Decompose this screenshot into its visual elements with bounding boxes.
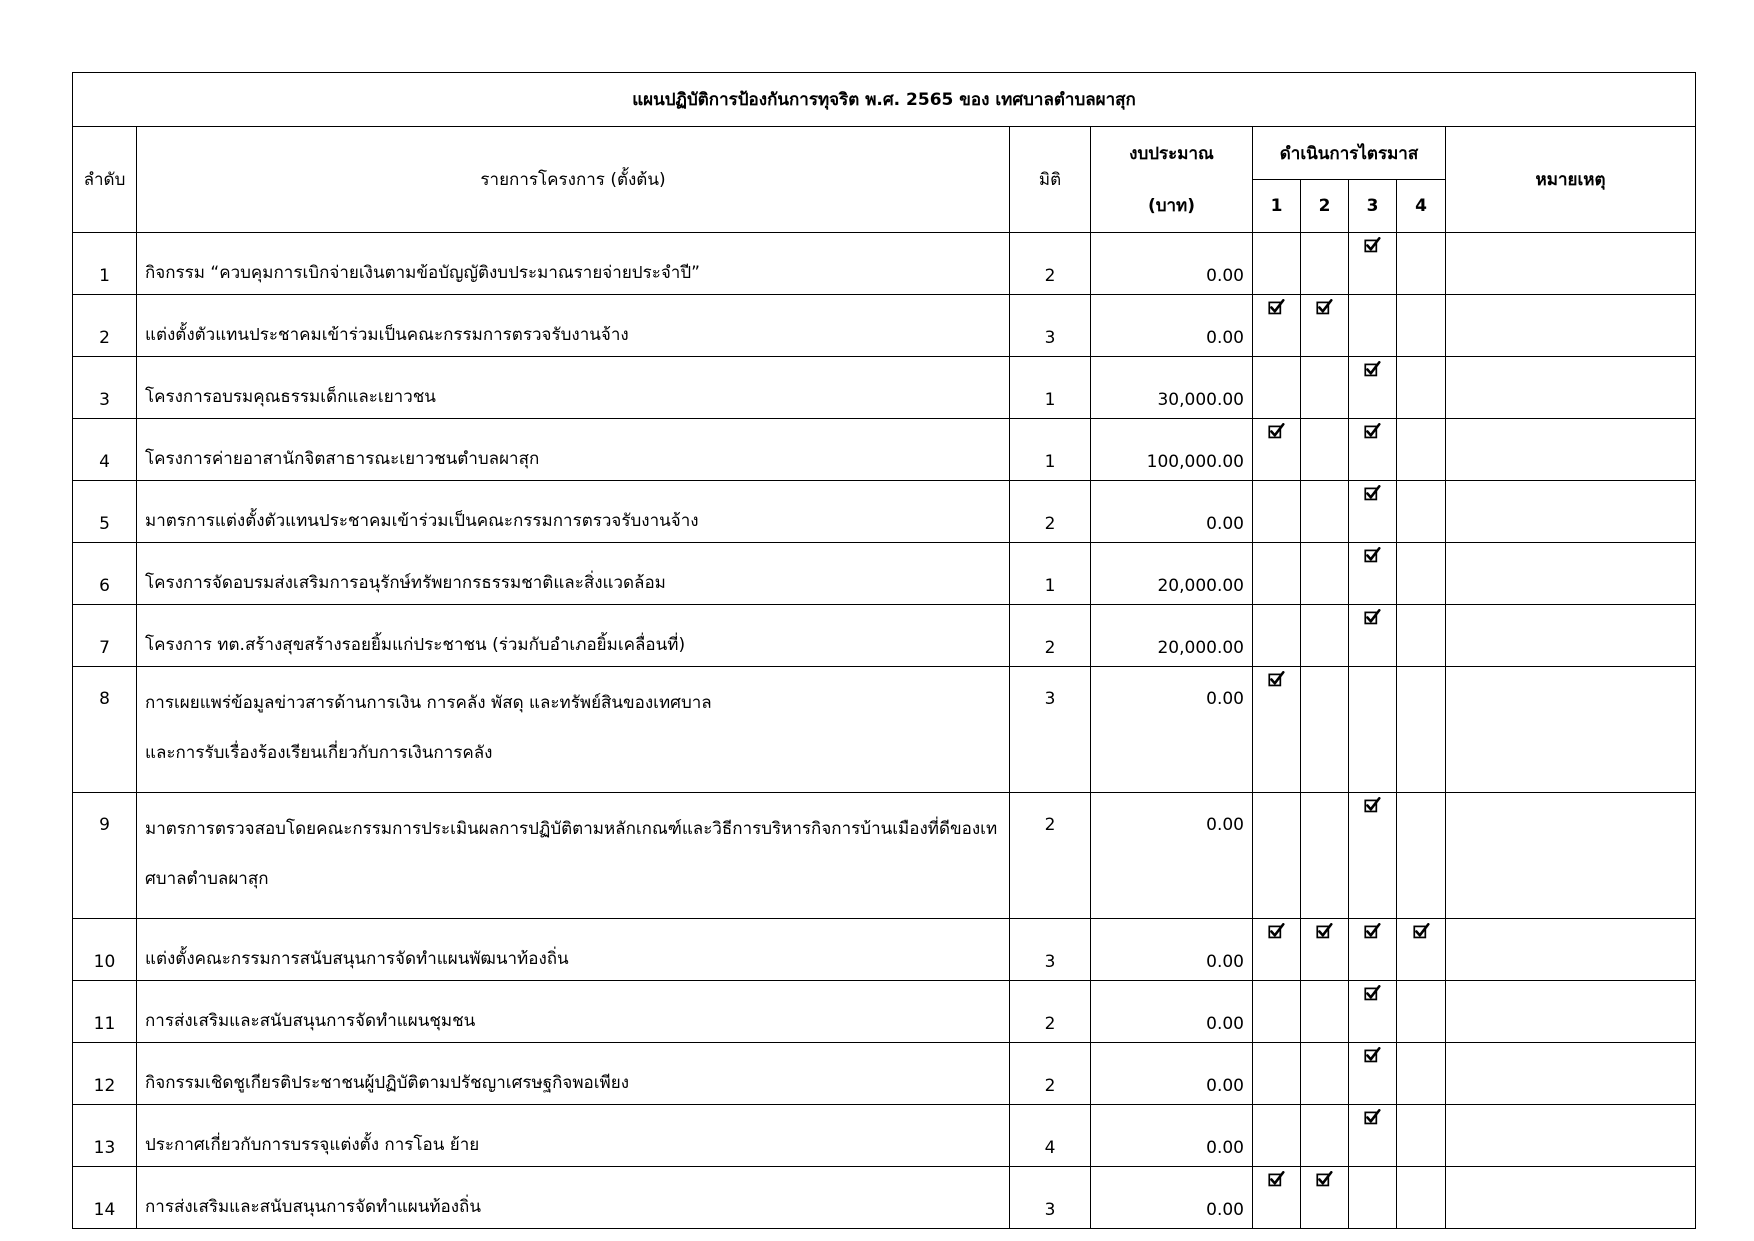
row-quarter-1: [1253, 543, 1301, 605]
header-budget-line1: งบประมาณ: [1129, 143, 1214, 164]
checkbox-checked-icon: [1364, 361, 1381, 378]
row-project: [137, 1105, 1010, 1167]
row-seq: 3: [73, 357, 137, 419]
row-remarks: [1446, 481, 1696, 543]
table-row: [73, 793, 1696, 919]
table-row: [73, 1167, 1696, 1229]
row-quarter-2: [1301, 1105, 1349, 1167]
row-remarks: [1446, 605, 1696, 667]
header-dimension: มิติ: [1010, 127, 1091, 233]
checkbox-checked-icon: [1268, 299, 1285, 316]
row-quarter-3: [1349, 919, 1397, 981]
row-dimension: 2: [1010, 481, 1091, 543]
row-dimension: 2: [1010, 793, 1091, 919]
row-project-line: การเผยแพร่ข้อมูลข่าวสารด้านการเงิน การคลัง พัสดุ และทรัพย์สินของเทศบาล: [145, 693, 712, 713]
table-row: [73, 233, 1696, 295]
row-remarks: [1446, 233, 1696, 295]
row-dimension: 2: [1010, 605, 1091, 667]
row-quarter-3: [1349, 419, 1397, 481]
row-project-line: การส่งเสริมและสนับสนุนการจัดทำแผนท้องถิ่น: [145, 1197, 481, 1217]
row-budget: 0.00: [1091, 1167, 1253, 1229]
row-project: [137, 481, 1010, 543]
row-seq: 6: [73, 543, 137, 605]
row-project: [137, 793, 1010, 919]
row-quarter-2: [1301, 419, 1349, 481]
header-quarters: ดำเนินการไตรมาส: [1253, 127, 1446, 180]
checkbox-checked-icon: [1364, 609, 1381, 626]
row-quarter-1: [1253, 419, 1301, 481]
table-row: [73, 419, 1696, 481]
row-quarter-1: [1253, 1105, 1301, 1167]
row-project-line: กิจกรรมเชิดชูเกียรติประชาชนผู้ปฏิบัติตามปรัชญาเศรษฐกิจพอเพียง: [145, 1073, 630, 1093]
row-quarter-1: [1253, 1167, 1301, 1229]
row-quarter-1: [1253, 295, 1301, 357]
row-remarks: [1446, 793, 1696, 919]
row-dimension: 4: [1010, 1105, 1091, 1167]
row-budget: 0.00: [1091, 919, 1253, 981]
row-quarter-2: [1301, 295, 1349, 357]
row-remarks: [1446, 981, 1696, 1043]
checkbox-checked-icon: [1364, 797, 1381, 814]
row-seq: 12: [73, 1043, 137, 1105]
row-quarter-3: [1349, 543, 1397, 605]
row-remarks: [1446, 1043, 1696, 1105]
row-dimension: 3: [1010, 919, 1091, 981]
row-budget: 20,000.00: [1091, 543, 1253, 605]
row-seq: 10: [73, 919, 137, 981]
checkbox-checked-icon: [1364, 1109, 1381, 1126]
row-dimension: 3: [1010, 1167, 1091, 1229]
row-project-line: ศบาลตำบลผาสุก: [145, 869, 269, 889]
table-row: [73, 667, 1696, 793]
anti-corruption-plan-table: [72, 72, 1696, 1229]
checkbox-checked-icon: [1364, 547, 1381, 564]
row-seq: 5: [73, 481, 137, 543]
row-quarter-3: [1349, 481, 1397, 543]
row-quarter-4: [1397, 1167, 1446, 1229]
row-quarter-4: [1397, 793, 1446, 919]
row-quarter-2: [1301, 667, 1349, 793]
row-quarter-4: [1397, 981, 1446, 1043]
row-dimension: 3: [1010, 667, 1091, 793]
row-quarter-3: [1349, 981, 1397, 1043]
row-quarter-4: [1397, 295, 1446, 357]
table-row: [73, 357, 1696, 419]
table-row: [73, 919, 1696, 981]
row-project-line: แต่งตั้งตัวแทนประชาคมเข้าร่วมเป็นคณะกรรมการตรวจรับงานจ้าง: [145, 325, 629, 345]
row-quarter-2: [1301, 357, 1349, 419]
row-seq: 8: [73, 667, 137, 793]
header-seq: ลำดับ: [73, 127, 137, 233]
row-seq: 11: [73, 981, 137, 1043]
row-budget: 0.00: [1091, 233, 1253, 295]
row-quarter-1: [1253, 919, 1301, 981]
row-project-line: แต่งตั้งคณะกรรมการสนับสนุนการจัดทำแผนพัฒนาท้องถิ่น: [145, 949, 569, 969]
row-quarter-2: [1301, 233, 1349, 295]
row-quarter-1: [1253, 1043, 1301, 1105]
header-budget: [1091, 127, 1253, 233]
row-project: [137, 1167, 1010, 1229]
row-budget: 20,000.00: [1091, 605, 1253, 667]
row-quarter-3: [1349, 357, 1397, 419]
row-budget: 0.00: [1091, 1043, 1253, 1105]
row-remarks: [1446, 1167, 1696, 1229]
row-quarter-4: [1397, 233, 1446, 295]
row-quarter-2: [1301, 981, 1349, 1043]
row-budget: 0.00: [1091, 793, 1253, 919]
table-row: [73, 1043, 1696, 1105]
row-quarter-1: [1253, 981, 1301, 1043]
row-quarter-1: [1253, 793, 1301, 919]
row-quarter-4: [1397, 1043, 1446, 1105]
row-quarter-4: [1397, 543, 1446, 605]
row-budget: 0.00: [1091, 481, 1253, 543]
row-remarks: [1446, 543, 1696, 605]
checkbox-checked-icon: [1364, 485, 1381, 502]
row-project-line: ประกาศเกี่ยวกับการบรรจุแต่งตั้ง การโอน ย้าย: [145, 1135, 480, 1155]
row-dimension: 1: [1010, 357, 1091, 419]
row-project: [137, 295, 1010, 357]
row-quarter-4: [1397, 1105, 1446, 1167]
row-project-line: โครงการค่ายอาสานักจิตสาธารณะเยาวชนตำบลผาสุก: [145, 449, 540, 469]
row-remarks: [1446, 295, 1696, 357]
row-project-line: มาตรการแต่งตั้งตัวแทนประชาคมเข้าร่วมเป็นคณะกรรมการตรวจรับงานจ้าง: [145, 511, 699, 531]
checkbox-checked-icon: [1268, 671, 1285, 688]
row-dimension: 2: [1010, 233, 1091, 295]
row-seq: 13: [73, 1105, 137, 1167]
row-project: [137, 667, 1010, 793]
row-dimension: 3: [1010, 295, 1091, 357]
row-quarter-4: [1397, 605, 1446, 667]
row-quarter-4: [1397, 919, 1446, 981]
row-quarter-1: [1253, 667, 1301, 793]
row-project: [137, 919, 1010, 981]
table-row: [73, 543, 1696, 605]
checkbox-checked-icon: [1364, 423, 1381, 440]
header-q3: 3: [1349, 180, 1397, 233]
header-budget-line2: (บาท): [1147, 195, 1196, 216]
row-quarter-2: [1301, 793, 1349, 919]
row-seq: 4: [73, 419, 137, 481]
row-seq: 14: [73, 1167, 137, 1229]
checkbox-checked-icon: [1268, 1171, 1285, 1188]
row-quarter-3: [1349, 233, 1397, 295]
row-budget: 100,000.00: [1091, 419, 1253, 481]
row-project-line: กิจกรรม “ควบคุมการเบิกจ่ายเงินตามข้อบัญญัติงบประมาณรายจ่ายประจำปี”: [145, 263, 700, 283]
checkbox-checked-icon: [1364, 923, 1381, 940]
row-project-line: โครงการ ทต.สร้างสุขสร้างรอยยิ้มแก่ประชาชน (ร่วมกับอำเภอยิ้มเคลื่อนที่): [145, 635, 686, 655]
row-project-line: และการรับเรื่องร้องเรียนเกี่ยวกับการเงินการคลัง: [145, 743, 493, 763]
checkbox-checked-icon: [1364, 985, 1381, 1002]
row-remarks: [1446, 667, 1696, 793]
checkbox-checked-icon: [1268, 423, 1285, 440]
row-quarter-4: [1397, 419, 1446, 481]
table-body: [73, 233, 1696, 1229]
row-quarter-2: [1301, 605, 1349, 667]
header-remarks: หมายเหตุ: [1446, 127, 1696, 233]
row-project: [137, 981, 1010, 1043]
row-remarks: [1446, 419, 1696, 481]
table-title: แผนปฏิบัติการป้องกันการทุจริต พ.ศ. 2565 ของ เทศบาลตำบลผาสุก: [73, 73, 1696, 127]
row-seq: 7: [73, 605, 137, 667]
checkbox-checked-icon: [1316, 923, 1333, 940]
row-dimension: 1: [1010, 543, 1091, 605]
row-quarter-1: [1253, 233, 1301, 295]
row-remarks: [1446, 1105, 1696, 1167]
row-remarks: [1446, 357, 1696, 419]
row-quarter-1: [1253, 481, 1301, 543]
row-quarter-1: [1253, 357, 1301, 419]
checkbox-checked-icon: [1413, 923, 1430, 940]
row-quarter-4: [1397, 667, 1446, 793]
row-dimension: 2: [1010, 1043, 1091, 1105]
row-quarter-3: [1349, 1105, 1397, 1167]
table-row: [73, 1105, 1696, 1167]
row-seq: 2: [73, 295, 137, 357]
header-q4: 4: [1397, 180, 1446, 233]
row-budget: 0.00: [1091, 1105, 1253, 1167]
row-quarter-3: [1349, 605, 1397, 667]
row-project: [137, 605, 1010, 667]
row-project: [137, 357, 1010, 419]
row-budget: 0.00: [1091, 295, 1253, 357]
row-quarter-4: [1397, 481, 1446, 543]
row-budget: 30,000.00: [1091, 357, 1253, 419]
row-quarter-4: [1397, 357, 1446, 419]
row-quarter-2: [1301, 481, 1349, 543]
row-project-line: โครงการจัดอบรมส่งเสริมการอนุรักษ์ทรัพยากรธรรมชาติและสิ่งแวดล้อม: [145, 573, 666, 593]
checkbox-checked-icon: [1316, 1171, 1333, 1188]
checkbox-checked-icon: [1316, 299, 1333, 316]
table-row: [73, 605, 1696, 667]
row-quarter-2: [1301, 543, 1349, 605]
row-seq: 9: [73, 793, 137, 919]
table-row: [73, 481, 1696, 543]
row-quarter-3: [1349, 793, 1397, 919]
row-quarter-1: [1253, 605, 1301, 667]
header-project: รายการโครงการ (ตั้งต้น): [137, 127, 1010, 233]
checkbox-checked-icon: [1268, 923, 1285, 940]
row-dimension: 2: [1010, 981, 1091, 1043]
row-project: [137, 419, 1010, 481]
row-budget: 0.00: [1091, 981, 1253, 1043]
table-row: [73, 295, 1696, 357]
row-project: [137, 1043, 1010, 1105]
row-quarter-3: [1349, 1043, 1397, 1105]
row-project-line: โครงการอบรมคุณธรรมเด็กและเยาวชน: [145, 387, 436, 407]
row-project: [137, 543, 1010, 605]
row-quarter-3: [1349, 1167, 1397, 1229]
row-quarter-3: [1349, 295, 1397, 357]
row-quarter-3: [1349, 667, 1397, 793]
row-remarks: [1446, 919, 1696, 981]
checkbox-checked-icon: [1364, 1047, 1381, 1064]
row-quarter-2: [1301, 1167, 1349, 1229]
checkbox-checked-icon: [1364, 237, 1381, 254]
row-project-line: การส่งเสริมและสนับสนุนการจัดทำแผนชุมชน: [145, 1011, 476, 1031]
header-q2: 2: [1301, 180, 1349, 233]
row-quarter-2: [1301, 919, 1349, 981]
row-quarter-2: [1301, 1043, 1349, 1105]
row-project-line: มาตรการตรวจสอบโดยคณะกรรมการประเมินผลการปฏิบัติตามหลักเกณฑ์และวิธีการบริหารกิจการบ้านเมืองที่ดีของเท: [145, 819, 998, 839]
header-q1: 1: [1253, 180, 1301, 233]
row-project: [137, 233, 1010, 295]
row-dimension: 1: [1010, 419, 1091, 481]
table-row: [73, 981, 1696, 1043]
row-budget: 0.00: [1091, 667, 1253, 793]
row-seq: 1: [73, 233, 137, 295]
